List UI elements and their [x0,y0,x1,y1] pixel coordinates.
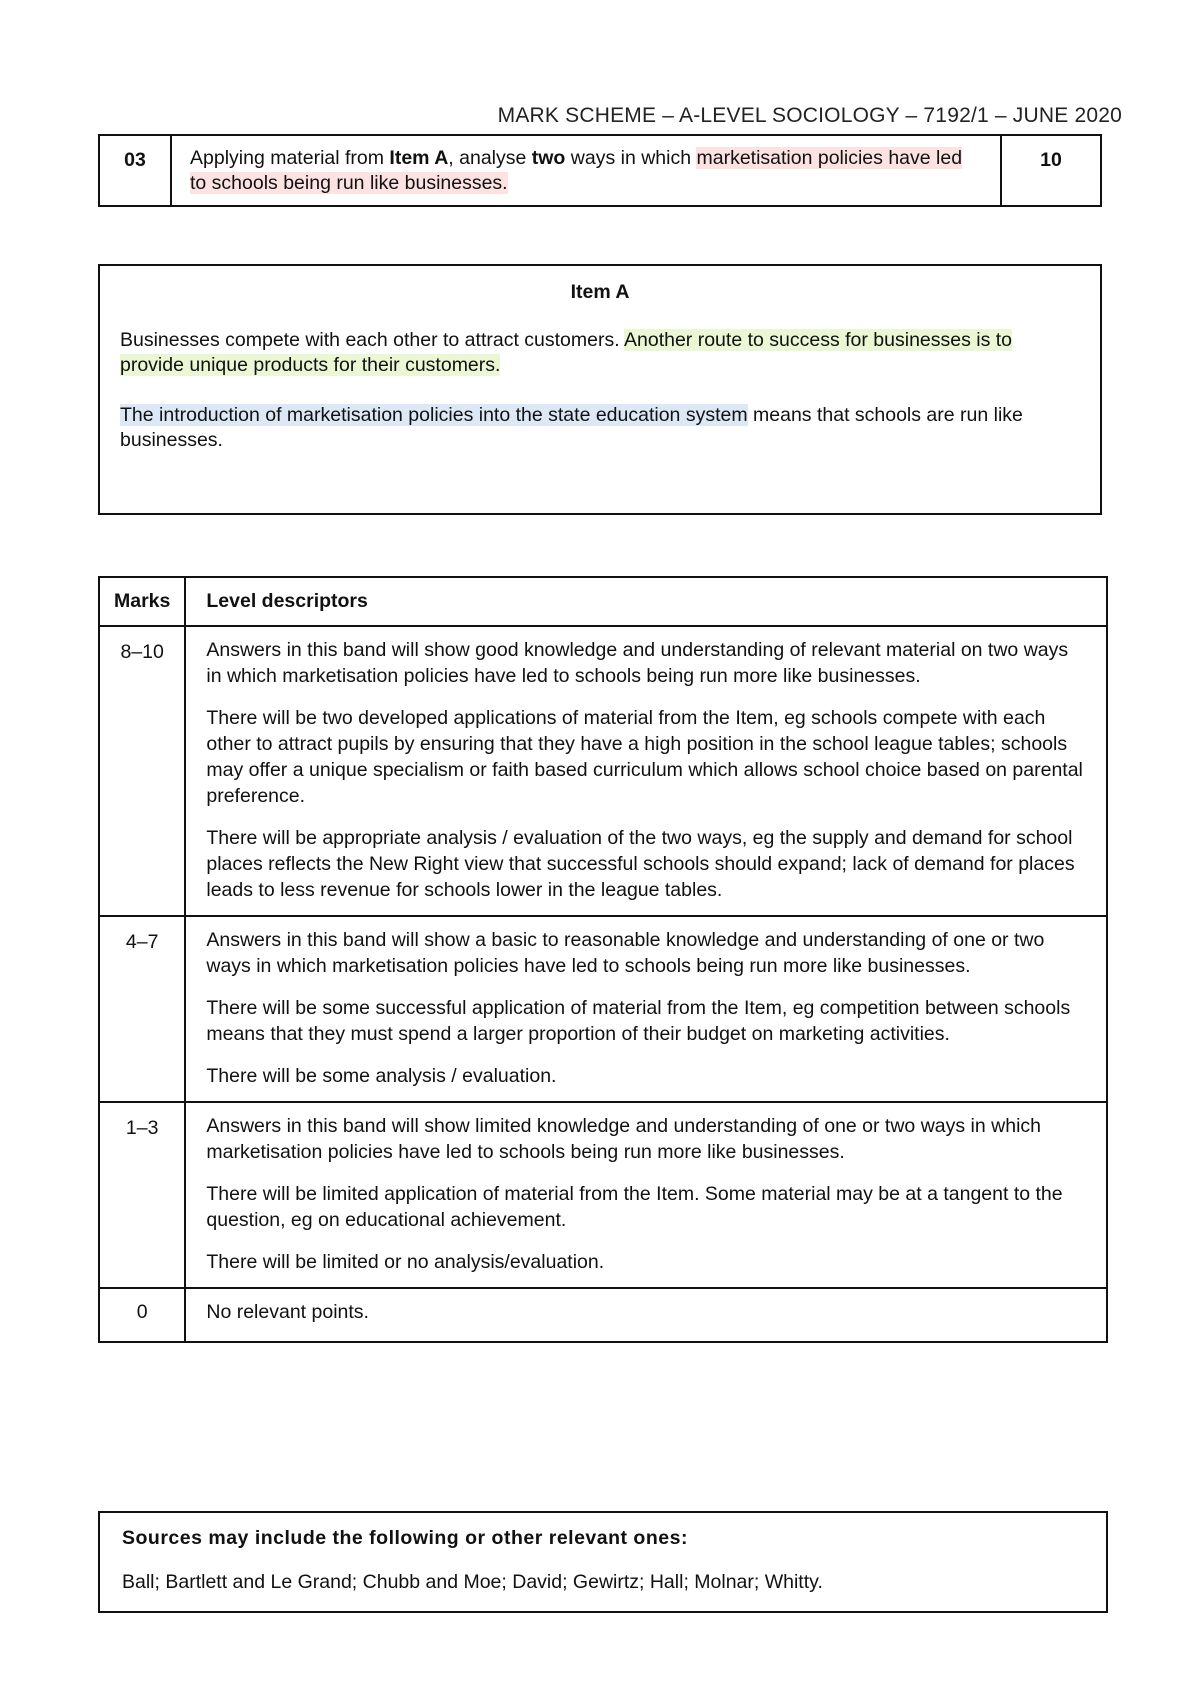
item-a-highlight-blue: The introduction of marketisation policies into the state education system [120,404,748,426]
item-a-title: Item A [570,281,630,303]
descriptor-cell [185,1288,1107,1342]
marks-band: 1–3 [99,1102,185,1288]
descriptor-cell [185,1102,1107,1288]
descriptor-cell [185,626,1107,916]
question-highlight: marketisation policies have led to schools being run like businesses. [190,147,963,194]
descriptor-paragraph: There will be appropriate analysis / evaluation of the two ways, eg the supply and demand for school places reflects the New Right view that successful schools should expand; lack of demand for places leads to less revenue for schools lower in the league tables. [206,827,1075,901]
question-text-part: ways in which [565,147,697,169]
descriptor-paragraph: There will be limited or no analysis/evaluation. [206,1251,605,1273]
marks-band: 8–10 [99,626,185,916]
table-row [99,626,1107,916]
descriptor-paragraph: Answers in this band will show a basic to reasonable knowledge and understanding of one or two ways in which marketisation policies have led to schools being run more like businesses. [206,929,1045,977]
sources-title: Sources may include the following or other relevant ones: [122,1527,688,1549]
marks-column-header: Marks [99,577,185,626]
table-row [99,1288,1107,1342]
table-row [99,916,1107,1102]
table-header-row [99,577,1107,626]
question-text-part: Applying material from [190,147,390,169]
question-table [98,134,1102,207]
page-header: MARK SCHEME – A-LEVEL SOCIOLOGY – 7192/1 – JUNE 2020 [497,104,1122,127]
item-a-highlight-green: Another route to success for businesses is to provide unique products for their customers. [120,329,1013,376]
item-a-box [98,264,1102,515]
level-descriptors-table [98,576,1108,1343]
descriptor-paragraph: There will be two developed applications of material from the Item, eg schools compete with each other to attract pupils by ensuring that they have a high position in the school league tables; schools may offer a unique specialism or faith based curriculum which allows school choice based on parental preference. [206,707,1083,807]
descriptor-paragraph: There will be some analysis / evaluation. [206,1065,557,1087]
sources-box [98,1511,1108,1613]
item-a-paragraph-1 [100,328,1100,378]
descriptor-paragraph: There will be some successful application of material from the Item, eg competition between schools means that they must spend a larger proportion of their budget on marketing activities. [206,997,1071,1045]
item-a-text: Businesses compete with each other to attract customers. [120,329,624,351]
question-text [171,135,1001,206]
question-number: 03 [99,135,171,206]
question-marks: 10 [1001,135,1101,206]
marks-band: 4–7 [99,916,185,1102]
item-a-paragraph-2 [100,403,1100,453]
sources-list: Ball; Bartlett and Le Grand; Chubb and Moe; David; Gewirtz; Hall; Molnar; Whitty. [122,1571,823,1593]
question-bold-item: Item A [389,147,449,169]
descriptor-paragraph: Answers in this band will show good knowledge and understanding of relevant material on two ways in which marketisation policies have led to schools being run more like businesses. [206,639,1069,687]
descriptor-paragraph: Answers in this band will show limited knowledge and understanding of one or two ways in which marketisation policies have led to schools being run more like businesses. [206,1115,1041,1163]
descriptor-paragraph: No relevant points. [206,1301,369,1323]
marks-band: 0 [99,1288,185,1342]
question-text-part: , analyse [448,147,532,169]
item-a-text: means that schools are run like businesses. [120,404,1023,451]
descriptors-column-header: Level descriptors [185,577,1107,626]
descriptor-cell [185,916,1107,1102]
table-row [99,1102,1107,1288]
descriptor-paragraph: There will be limited application of material from the Item. Some material may be at a tangent to the question, eg on educational achievement. [206,1183,1063,1231]
question-bold-two: two [531,147,566,169]
